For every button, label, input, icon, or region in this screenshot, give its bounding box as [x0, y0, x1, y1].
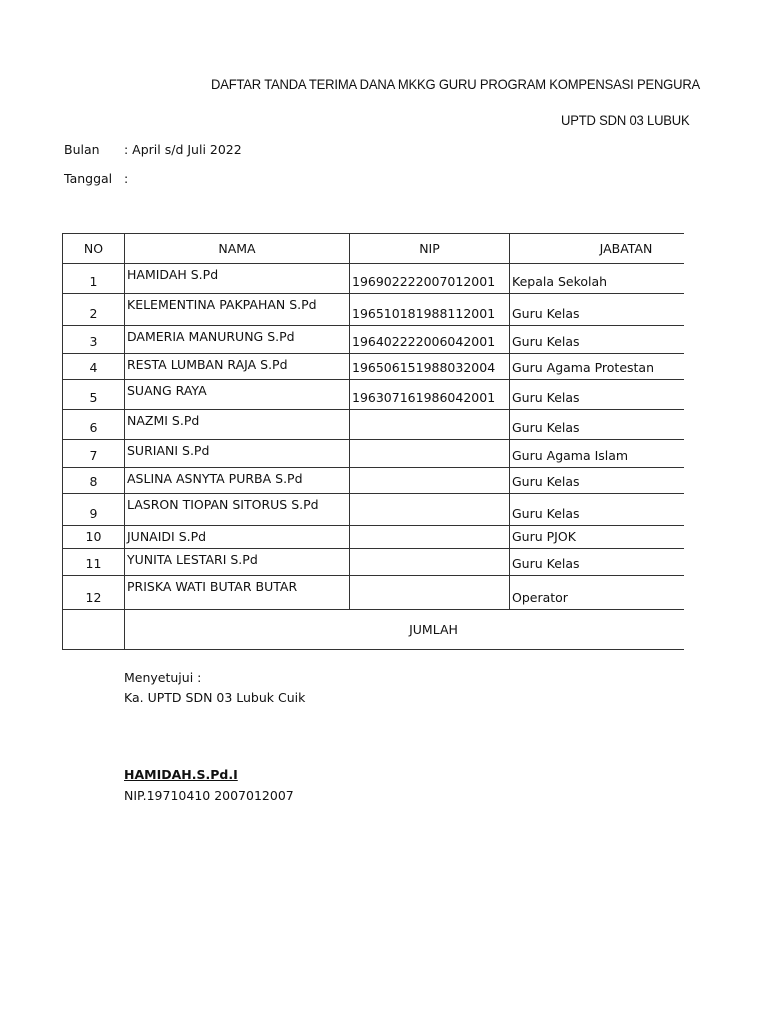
- cell-nip: 196506151988032004: [350, 354, 510, 380]
- cell-nama: NAZMI S.Pd: [125, 410, 350, 440]
- approval-label: Menyetujui :: [124, 670, 202, 685]
- table-row: [63, 468, 685, 494]
- total-label: JUMLAH: [125, 610, 685, 650]
- cell-jabatan: Guru Kelas: [510, 410, 685, 440]
- table-row: [63, 354, 685, 380]
- table-row: [63, 294, 685, 326]
- column-header-nama: NAMA: [125, 234, 350, 264]
- table-row: [63, 526, 685, 549]
- cell-no: 8: [63, 468, 125, 494]
- table-row: [63, 326, 685, 354]
- cell-jabatan: Guru Agama Islam: [510, 440, 685, 468]
- cell-nama: LASRON TIOPAN SITORUS S.Pd: [125, 494, 350, 526]
- cell-no: 6: [63, 410, 125, 440]
- cell-jabatan: Kepala Sekolah: [510, 264, 685, 294]
- tanggal-value: :: [124, 171, 129, 186]
- cell-nama: JUNAIDI S.Pd: [125, 526, 350, 549]
- cell-jabatan: Guru Agama Protestan: [510, 354, 685, 380]
- cell-jabatan: Guru Kelas: [510, 468, 685, 494]
- cell-nip: 196902222007012001: [350, 264, 510, 294]
- cell-no: 9: [63, 494, 125, 526]
- cell-no: 3: [63, 326, 125, 354]
- cell-jabatan: Guru Kelas: [510, 494, 685, 526]
- cell-jabatan: Guru Kelas: [510, 380, 685, 410]
- table-header-row: [63, 234, 685, 264]
- column-header-nip: NIP: [350, 234, 510, 264]
- table-row: [63, 380, 685, 410]
- cell-nip: 196510181988112001: [350, 294, 510, 326]
- cell-nip: [350, 440, 510, 468]
- column-header-no: NO: [63, 234, 125, 264]
- table-row: [63, 576, 685, 610]
- cell-nip: [350, 494, 510, 526]
- cell-no: 1: [63, 264, 125, 294]
- document-subtitle: UPTD SDN 03 LUBUK: [561, 112, 690, 128]
- document-title: DAFTAR TANDA TERIMA DANA MKKG GURU PROGRAM KOMPENSASI PENGURA: [211, 76, 701, 92]
- cell-jabatan: Guru Kelas: [510, 326, 685, 354]
- cell-nip: 196402222006042001: [350, 326, 510, 354]
- cell-nama: DAMERIA MANURUNG S.Pd: [125, 326, 350, 354]
- tanggal-label: Tanggal: [64, 171, 113, 186]
- cell-jabatan: Guru Kelas: [510, 294, 685, 326]
- cell-nip: 196307161986042001: [350, 380, 510, 410]
- cell-jabatan: Guru PJOK: [510, 526, 685, 549]
- table-row: [63, 264, 685, 294]
- cell-nama: ASLINA ASNYTA PURBA S.Pd: [125, 468, 350, 494]
- table-row: [63, 440, 685, 468]
- approval-position: Ka. UPTD SDN 03 Lubuk Cuik: [124, 690, 306, 705]
- table-row: [63, 494, 685, 526]
- cell-jabatan: Guru Kelas: [510, 549, 685, 576]
- cell-nama: KELEMENTINA PAKPAHAN S.Pd: [125, 294, 350, 326]
- bulan-value: : April s/d Juli 2022: [124, 142, 242, 157]
- cell-nama: SUANG RAYA: [125, 380, 350, 410]
- cell-nip: [350, 549, 510, 576]
- cell-nama: PRISKA WATI BUTAR BUTAR: [125, 576, 350, 610]
- cell-nama: YUNITA LESTARI S.Pd: [125, 549, 350, 576]
- cell-nama: RESTA LUMBAN RAJA S.Pd: [125, 354, 350, 380]
- table-row: [63, 549, 685, 576]
- cell-no: 5: [63, 380, 125, 410]
- cell-nip: [350, 526, 510, 549]
- cell-nip: [350, 576, 510, 610]
- table-row: [63, 410, 685, 440]
- total-cell-no: [63, 610, 125, 650]
- cell-no: 4: [63, 354, 125, 380]
- cell-jabatan: Operator: [510, 576, 685, 610]
- signer-nip: NIP.19710410 2007012007: [124, 788, 294, 803]
- cell-nama: SURIANI S.Pd: [125, 440, 350, 468]
- signer-name: HAMIDAH.S.Pd.I: [124, 767, 238, 782]
- cell-no: 11: [63, 549, 125, 576]
- cell-no: 7: [63, 440, 125, 468]
- cell-no: 12: [63, 576, 125, 610]
- cell-nama: HAMIDAH S.Pd: [125, 264, 350, 294]
- column-header-jabatan: JABATAN: [510, 234, 685, 264]
- bulan-label: Bulan: [64, 142, 100, 157]
- cell-nip: [350, 410, 510, 440]
- cell-no: 2: [63, 294, 125, 326]
- cell-nip: [350, 468, 510, 494]
- total-row: [63, 610, 685, 650]
- cell-no: 10: [63, 526, 125, 549]
- recipient-table: [62, 233, 684, 650]
